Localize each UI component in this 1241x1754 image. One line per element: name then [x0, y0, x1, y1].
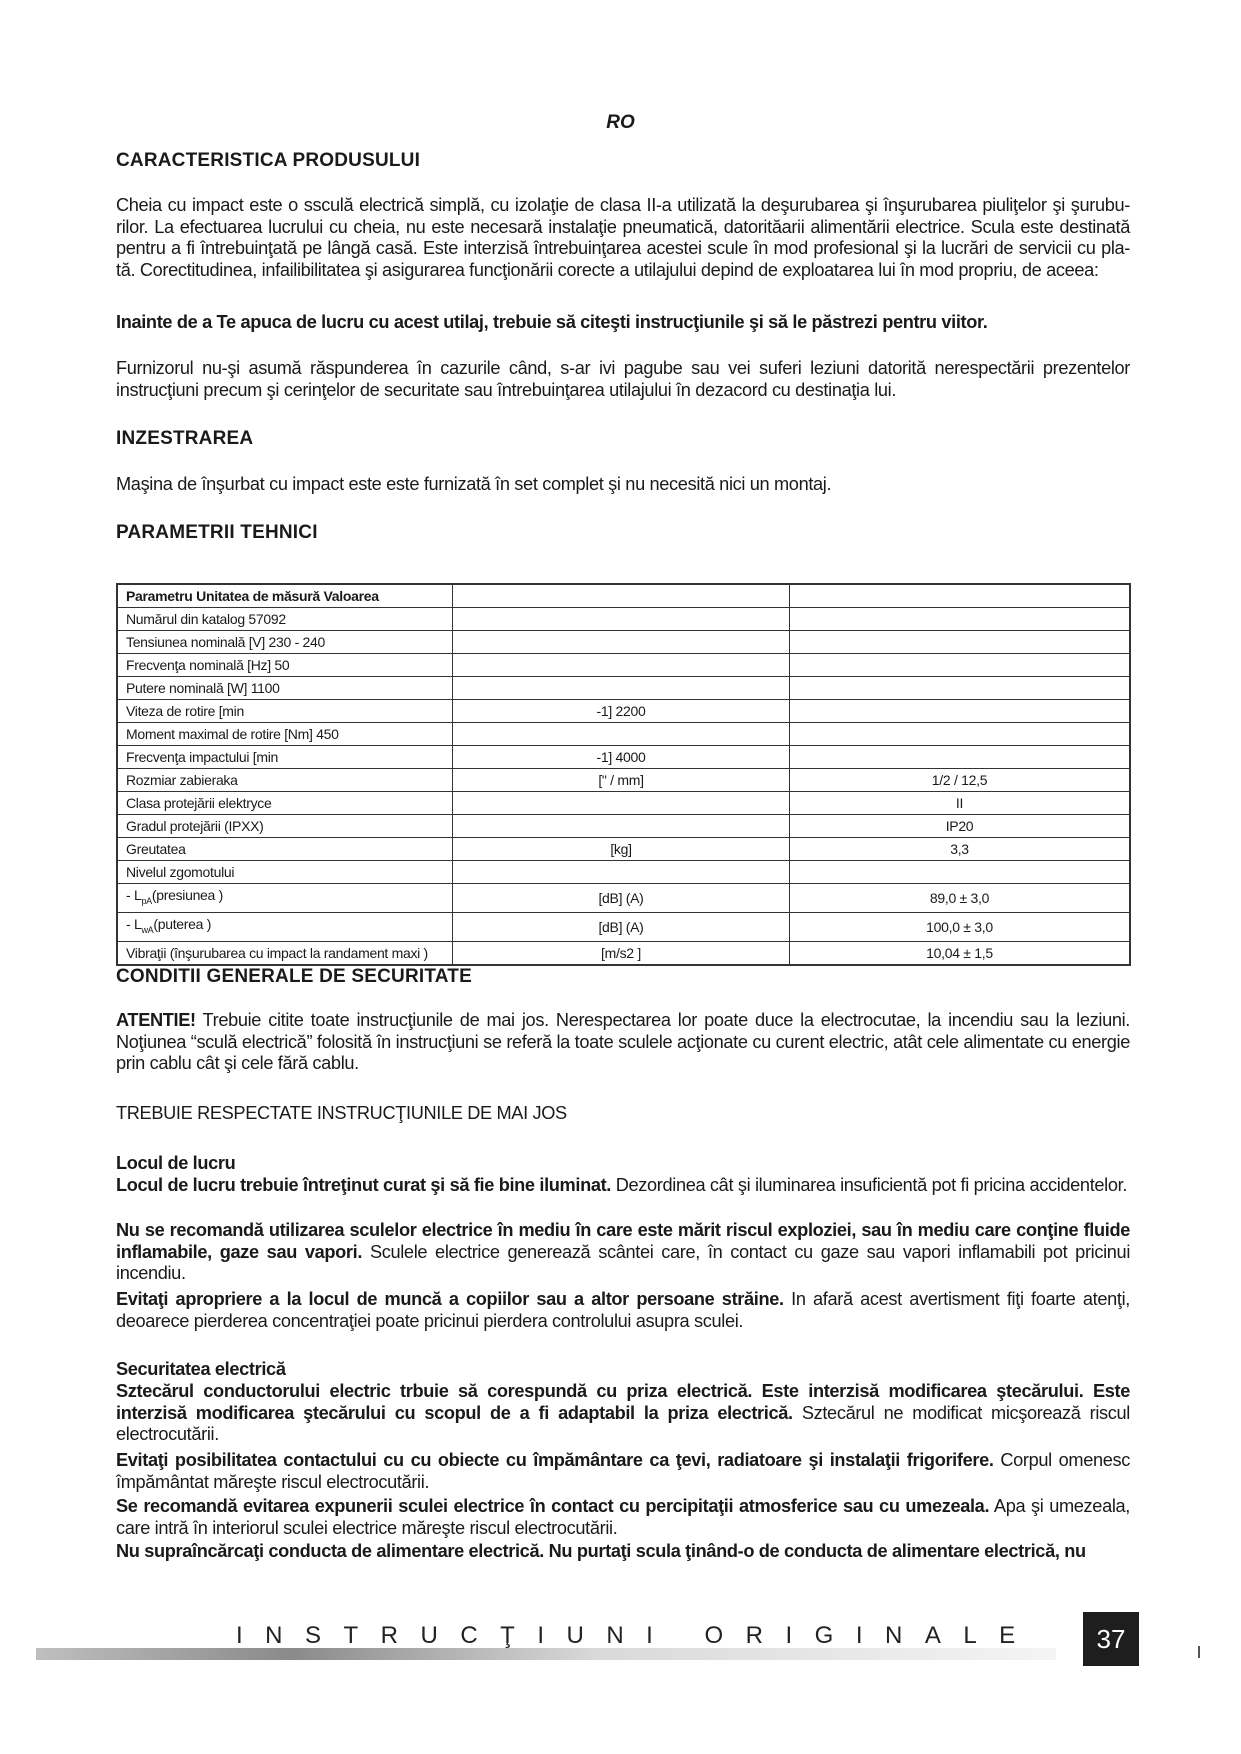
- electrical-rule-3: [116, 1496, 1130, 1539]
- table-cell: 3,3: [790, 838, 1131, 861]
- table-cell: Nivelul zgomotului: [117, 861, 453, 884]
- table-cell: [790, 746, 1131, 769]
- electrical-rule-1: [116, 1381, 1130, 1446]
- language-code: RO: [606, 112, 635, 133]
- table-cell: -1] 2200: [453, 700, 790, 723]
- table-cell: - $L_{wA}(puterea$ ): [117, 912, 453, 941]
- table-row: [117, 608, 1130, 631]
- table-cell: Tensiunea nominală [V] 230 - 240: [117, 631, 453, 654]
- table-row: [117, 815, 1130, 838]
- table-cell: [kg]: [453, 838, 790, 861]
- table-row: [117, 838, 1130, 861]
- rule-bold: Evitaţi apropriere a la locul de muncă a copiilor sau a altor persoane străine.: [116, 1289, 784, 1309]
- table-cell: IP20: [790, 815, 1131, 838]
- rule-text: Apa şi umezeala, care intră în interiorul sculei electrice măreşte riscul electrocutării.: [116, 1496, 1130, 1538]
- subscript-label: pA: [141, 895, 152, 906]
- section-title-technical: PARAMETRII TEHNICI: [116, 522, 318, 543]
- table-cell: [m/s2 ]: [453, 941, 790, 965]
- table-cell: Moment maximal de rotire [Nm] 450: [117, 723, 453, 746]
- subsection-electrical: Securitatea electrică: [116, 1359, 286, 1379]
- table-cell: [453, 677, 790, 700]
- table-cell: [790, 677, 1131, 700]
- rule-bold: Sztecărul conductorului electric trbuie să corespundă cu priza electrică. Este interzisă modificarea ştecărului. Este interzisă modificarea ştecărului cu scopul de a fi adaptabil la priza electrică.: [116, 1381, 1130, 1423]
- table-cell: [790, 723, 1131, 746]
- subscript-label: wA: [141, 924, 154, 935]
- workplace-rule-3: [116, 1289, 1130, 1332]
- warning-text: Trebuie citite toate instrucţiunile de mai jos. Nerespectarea lor poate duce la electrocutae, la incendiu sau la leziuni. Noţiunea “sculă electrică” folosită în instrucţiuni se referă la toate sculele acţionate cu curent electric, atât cele alimentate cu energie prin cablu cât şi cele fără cablu.: [116, 1010, 1130, 1073]
- rule-bold: Se recomandă evitarea expunerii sculei electrice în contact cu percipitaţii atmosferice sau cu umezeala.: [116, 1496, 990, 1516]
- table-cell: Frecvenţa impactului [min: [117, 746, 453, 769]
- table-header-cell: Parametru Unitatea de măsură Valoarea: [117, 584, 453, 608]
- table-cell: [453, 654, 790, 677]
- warning-label: ATENTIE!: [116, 1010, 196, 1030]
- section-title-product: CARACTERISTICA PRODUSULUI: [116, 150, 421, 171]
- table-cell: [790, 631, 1131, 654]
- rule-text: Sculele electrice generează scântei care, în contact cu gaze sau vapori inflamabili pot pricinui incendiu.: [116, 1241, 1131, 1283]
- table-cell: - $L_{pA}(presiunea$ ): [117, 884, 453, 913]
- table-cell: [dB] (A): [453, 884, 790, 913]
- level-name: (puterea ): [153, 915, 212, 932]
- table-cell: Vibraţii (înşurubarea cu impact la randament maxi ): [117, 941, 453, 965]
- table-cell: [790, 608, 1131, 631]
- table-cell: II: [790, 792, 1131, 815]
- table-row: [117, 941, 1130, 965]
- table-cell: [453, 723, 790, 746]
- table-cell: [790, 654, 1131, 677]
- rule-text: Corpul omenesc împământat măreşte riscul electrocutării.: [116, 1450, 1130, 1492]
- table-cell: Clasa protejării elektryce: [117, 792, 453, 815]
- table-cell: Numărul din katalog 57092: [117, 608, 453, 631]
- table-cell: [453, 792, 790, 815]
- edge-mark: [1198, 1646, 1200, 1658]
- equipment-description: Maşina de înşurbat cu impact este este furnizată în set complet şi nu necesită nici un montaj.: [116, 474, 832, 494]
- product-description: Cheia cu impact este o ssculă electrică simplă, cu izolaţie de clasa II-a utilizată la deşurubarea şi înşurubarea piuliţelor şi şurubu-rilor. La efectuarea lucrului cu cheia, nu este necesară instalaţie pneumatică, datorităarii alimentării electrice. Scula este destinată pentru a fi întrebuinţată pe lângă casă. Este interzisă întrebuinţarea acestei scule în mod profesional şi la lucrări de servicii cu pla-tă. Corectitudinea, infailibilitatea şi asigurarea funcţionării corecte a utilajului depind de exploatarea lui în mod propriu, de aceea:: [116, 195, 1130, 280]
- workplace-rule-2: [116, 1220, 1130, 1285]
- table-cell: Putere nominală [W] 1100: [117, 677, 453, 700]
- rule-bold: Locul de lucru trebuie întreţinut curat şi să fie bine iluminat.: [116, 1175, 612, 1195]
- table-cell: [453, 815, 790, 838]
- table-row: [117, 746, 1130, 769]
- rule-text: In afară acest avertisment fiţi foarte atenţi, deoarece pierderea concentraţiei poate pricinui pierdera controlului asupra sculei.: [116, 1289, 1130, 1331]
- technical-parameters-table: [116, 583, 1131, 966]
- table-cell: [453, 861, 790, 884]
- rule-bold: Nu supraîncărcaţi conducta de alimentare electrică. Nu purtaţi scula ţinând-o de conducta de alimentare electrică, nu: [116, 1541, 1086, 1561]
- respect-instructions: TREBUIE RESPECTATE INSTRUCŢIUNILE DE MAI JOS: [116, 1103, 567, 1123]
- table-header-empty: [790, 584, 1131, 608]
- supplier-disclaimer: Furnizorul nu-şi asumă răspunderea în cazurile când, s-ar ivi pagube sau vei suferi leziuni datorită nerespectării prezentelor instrucţiuni precum şi cerinţelor de securitate sau întrebuinţarea utilajului în dezacord cu destinaţia lui.: [116, 358, 1130, 400]
- table-cell: 89,0 ± 3,0: [790, 884, 1131, 913]
- table-cell: [" / mm]: [453, 769, 790, 792]
- table-row: [117, 677, 1130, 700]
- table-row: [117, 884, 1130, 913]
- table-row: [117, 723, 1130, 746]
- table-header-empty: [453, 584, 790, 608]
- rule-text: Sztecărul ne modificat micşorează riscul electrocutării.: [116, 1402, 1131, 1444]
- table-cell: [790, 700, 1131, 723]
- warning-paragraph: [116, 1010, 1130, 1075]
- table-cell: Frecvenţa nominală [Hz] 50: [117, 654, 453, 677]
- table-row: [117, 769, 1130, 792]
- table-cell: 10,04 ± 1,5: [790, 941, 1131, 965]
- table-cell: [453, 631, 790, 654]
- level-name: (presiunea ): [151, 887, 223, 903]
- table-row: [117, 912, 1130, 941]
- section-title-safety: CONDITII GENERALE DE SECURITATE: [116, 966, 472, 987]
- table-cell: [dB] (A): [453, 912, 790, 941]
- page-number: 37: [1083, 1612, 1139, 1666]
- table-cell: 1/2 / 12,5: [790, 769, 1131, 792]
- table-cell: Rozmiar zabieraka: [117, 769, 453, 792]
- important-note: Inainte de a Te apuca de lucru cu acest utilaj, trebuie să citeşti instrucţiunile şi să le păstrezi pentru viitor.: [116, 312, 988, 332]
- table-cell: [790, 861, 1131, 884]
- table-cell: 100,0 ± 3,0: [790, 912, 1131, 941]
- table-row: [117, 654, 1130, 677]
- table-cell: Greutatea: [117, 838, 453, 861]
- electrical-rule-2: [116, 1450, 1130, 1493]
- table-cell: Gradul protejării (IPXX): [117, 815, 453, 838]
- table-row: [117, 792, 1130, 815]
- table-cell: Viteza de rotire [min: [117, 700, 453, 723]
- electrical-rule-4: [116, 1541, 1130, 1563]
- rule-bold: Nu se recomandă utilizarea sculelor electrice în mediu în care este mărit riscul exploziei, sau în mediu care conţine fluide inflamabile, gaze sau vapori.: [116, 1220, 1130, 1262]
- table-cell: -1] 4000: [453, 746, 790, 769]
- table-header-row: [117, 584, 1130, 608]
- table-row: [117, 861, 1130, 884]
- rule-text: Dezordinea cât şi iluminarea insuficientă pot fi pricina accidentelor.: [611, 1175, 1128, 1195]
- table-row: [117, 631, 1130, 654]
- table-row: [117, 700, 1130, 723]
- workplace-rule-1: [116, 1175, 1130, 1197]
- section-title-equipment: INZESTRAREA: [116, 428, 254, 449]
- rule-bold: Evitaţi posibilitatea contactului cu cu obiecte cu împământare ca ţevi, radiatoare şi instalaţii frigorifere.: [116, 1450, 994, 1470]
- footer-label: INSTRUCŢIUNI ORIGINALE: [236, 1622, 1038, 1649]
- subsection-workplace: Locul de lucru: [116, 1153, 236, 1173]
- table-cell: [453, 608, 790, 631]
